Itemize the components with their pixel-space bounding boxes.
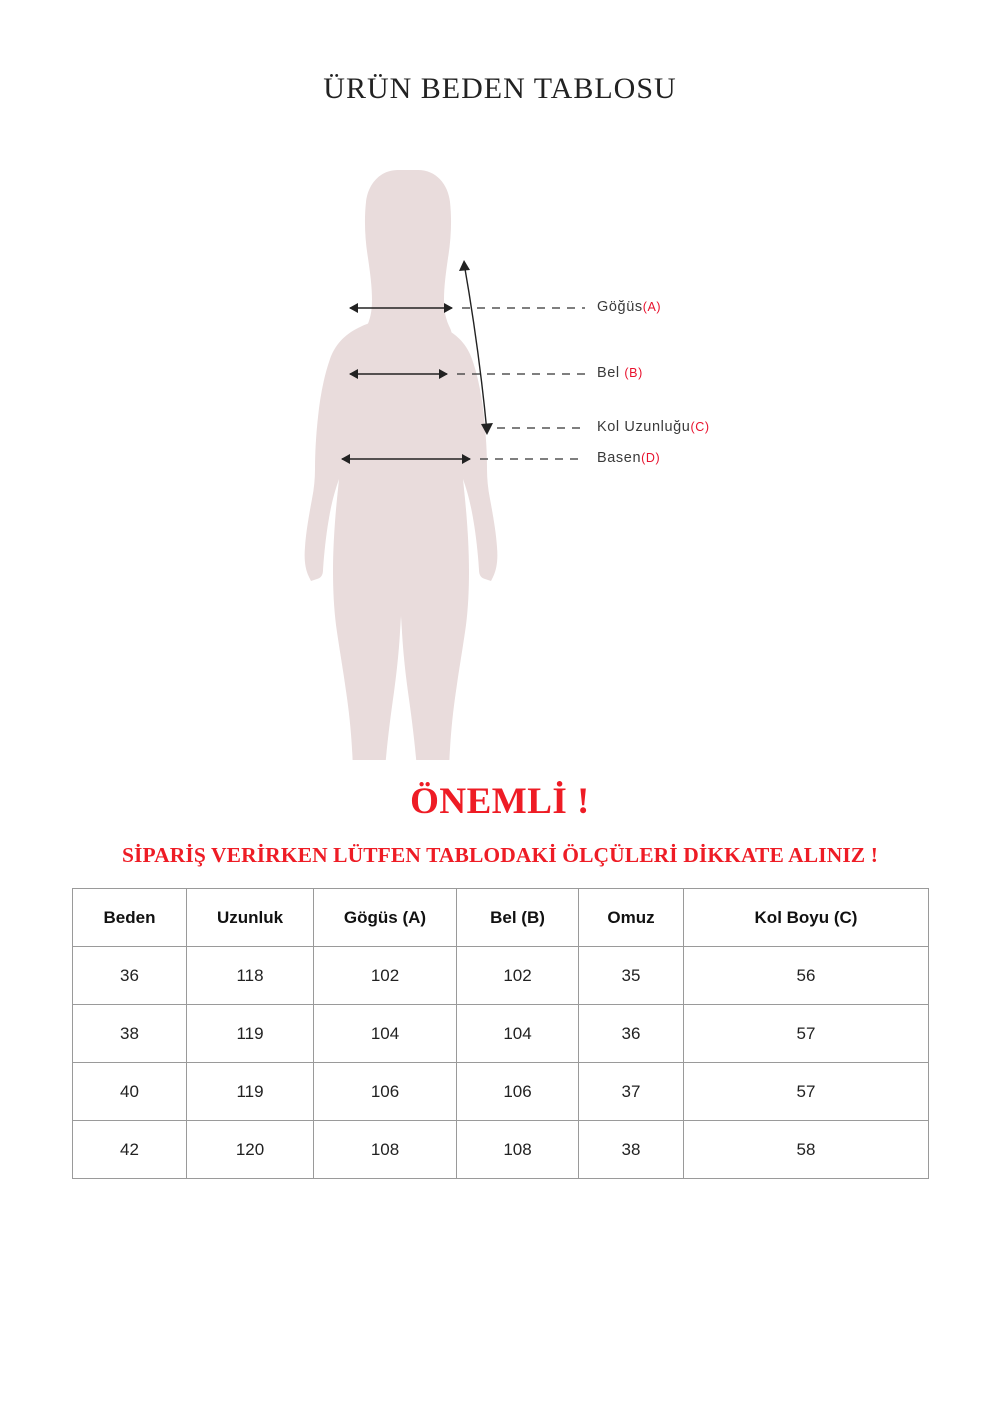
label-waist	[597, 365, 643, 381]
cell-omuz: 36	[579, 1005, 684, 1063]
table-row	[73, 1121, 929, 1179]
label-hip-code: (D)	[641, 451, 661, 465]
table-row	[73, 1063, 929, 1121]
label-waist-text: Bel	[597, 365, 625, 381]
cell-beden: 36	[73, 947, 187, 1005]
cell-kol: 58	[684, 1121, 929, 1179]
size-chart-table	[72, 888, 929, 1179]
cell-beden: 38	[73, 1005, 187, 1063]
label-chest	[597, 299, 661, 315]
table-row	[73, 1005, 929, 1063]
cell-omuz: 38	[579, 1121, 684, 1179]
page-title: ÜRÜN BEDEN TABLOSU	[323, 72, 677, 105]
label-waist-code: (B)	[624, 366, 643, 380]
label-arm-length-text: Kol Uzunluğu	[597, 419, 691, 435]
cell-uzunluk: 119	[187, 1005, 314, 1063]
size-guide-figure	[0, 140, 1000, 760]
column-header-kol: Kol Boyu (C)	[684, 889, 929, 947]
cell-omuz: 37	[579, 1063, 684, 1121]
label-hip-text: Basen	[597, 450, 642, 466]
cell-uzunluk: 120	[187, 1121, 314, 1179]
cell-bel: 108	[457, 1121, 579, 1179]
label-arm-length	[597, 419, 710, 435]
cell-gogus: 104	[314, 1005, 457, 1063]
cell-kol: 57	[684, 1005, 929, 1063]
label-chest-text: Göğüs	[597, 299, 643, 315]
cell-uzunluk: 119	[187, 1063, 314, 1121]
cell-kol: 57	[684, 1063, 929, 1121]
cell-omuz: 35	[579, 947, 684, 1005]
cell-bel: 102	[457, 947, 579, 1005]
important-notice-subtext: SİPARİŞ VERİRKEN LÜTFEN TABLODAKİ ÖLÇÜLERİ DİKKATE ALINIZ !	[122, 843, 878, 867]
label-hip	[597, 450, 660, 466]
column-header-beden: Beden	[73, 889, 187, 947]
label-arm-length-code: (C)	[690, 420, 710, 434]
body-diagram-svg	[0, 140, 1000, 760]
column-header-uzunluk: Uzunluk	[187, 889, 314, 947]
important-notice-heading: ÖNEMLİ !	[410, 781, 590, 822]
column-header-omuz: Omuz	[579, 889, 684, 947]
female-body-silhouette-icon	[305, 170, 498, 760]
cell-beden: 42	[73, 1121, 187, 1179]
cell-gogus: 106	[314, 1063, 457, 1121]
cell-gogus: 108	[314, 1121, 457, 1179]
cell-uzunluk: 118	[187, 947, 314, 1005]
cell-gogus: 102	[314, 947, 457, 1005]
column-header-gogus: Gögüs (A)	[314, 889, 457, 947]
label-chest-code: (A)	[642, 300, 662, 314]
column-header-bel: Bel (B)	[457, 889, 579, 947]
cell-beden: 40	[73, 1063, 187, 1121]
cell-bel: 106	[457, 1063, 579, 1121]
cell-bel: 104	[457, 1005, 579, 1063]
cell-kol: 56	[684, 947, 929, 1005]
table-row	[73, 947, 929, 1005]
table-header-row	[73, 889, 929, 947]
